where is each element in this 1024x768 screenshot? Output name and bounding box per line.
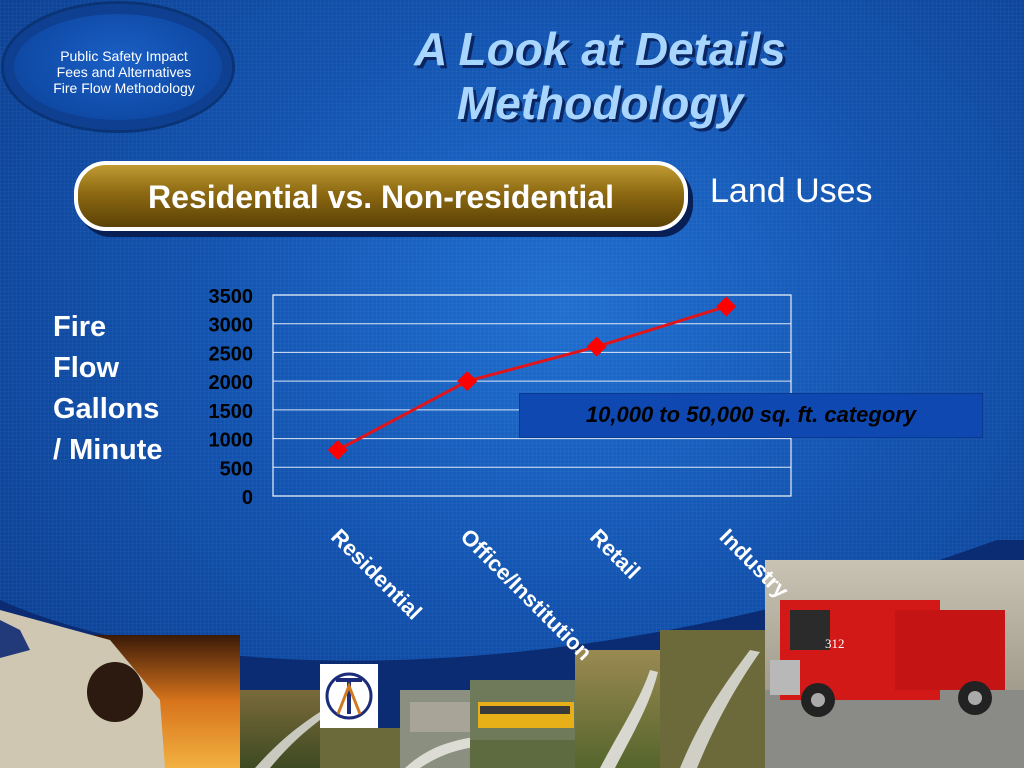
- data-point-marker: [716, 296, 736, 316]
- x-tick-labels: [326, 524, 794, 665]
- truck-number: 312: [825, 636, 845, 651]
- x-tick-label: Office/Institution: [455, 523, 597, 666]
- x-tick-label: Retail: [585, 523, 646, 584]
- annotation-callout: [520, 394, 982, 437]
- x-tick-label: Residential: [326, 523, 427, 625]
- slide-title-line-1: A Look at Details: [414, 23, 786, 75]
- y-axis-title-line-1: Fire: [53, 311, 107, 343]
- y-tick-label: 1000: [208, 429, 253, 452]
- badge-line-3: Fire Flow Methodology: [53, 80, 195, 96]
- data-point-marker: [457, 371, 477, 391]
- slide-title-line-2: Methodology: [456, 77, 744, 129]
- y-tick-label: 1500: [208, 400, 253, 423]
- y-tick-labels: [209, 286, 254, 509]
- y-tick-label: 2500: [208, 343, 253, 366]
- y-tick-label: 3500: [208, 286, 253, 308]
- data-point-marker: [587, 337, 607, 357]
- annotation-text: 10,000 to 50,000 sq. ft. category: [585, 402, 917, 427]
- badge-line-2: Fees and Alternatives: [56, 64, 192, 80]
- y-tick-label: 2000: [208, 372, 253, 395]
- y-axis-title-line-4: / Minute: [53, 434, 163, 466]
- y-axis-title-line-2: Flow: [53, 352, 120, 384]
- y-axis-title-line-3: Gallons: [53, 393, 160, 425]
- y-tick-label: 3000: [208, 314, 253, 337]
- y-tick-label: 0: [241, 487, 253, 509]
- section-pill-label: Residential vs. Non-residential: [148, 179, 614, 215]
- y-tick-label: 500: [219, 458, 253, 481]
- badge-line-1: Public Safety Impact: [60, 48, 188, 64]
- data-point-marker: [328, 440, 348, 460]
- x-tick-label: Industry: [714, 523, 794, 603]
- subtitle-land-uses: Land Uses: [710, 172, 873, 210]
